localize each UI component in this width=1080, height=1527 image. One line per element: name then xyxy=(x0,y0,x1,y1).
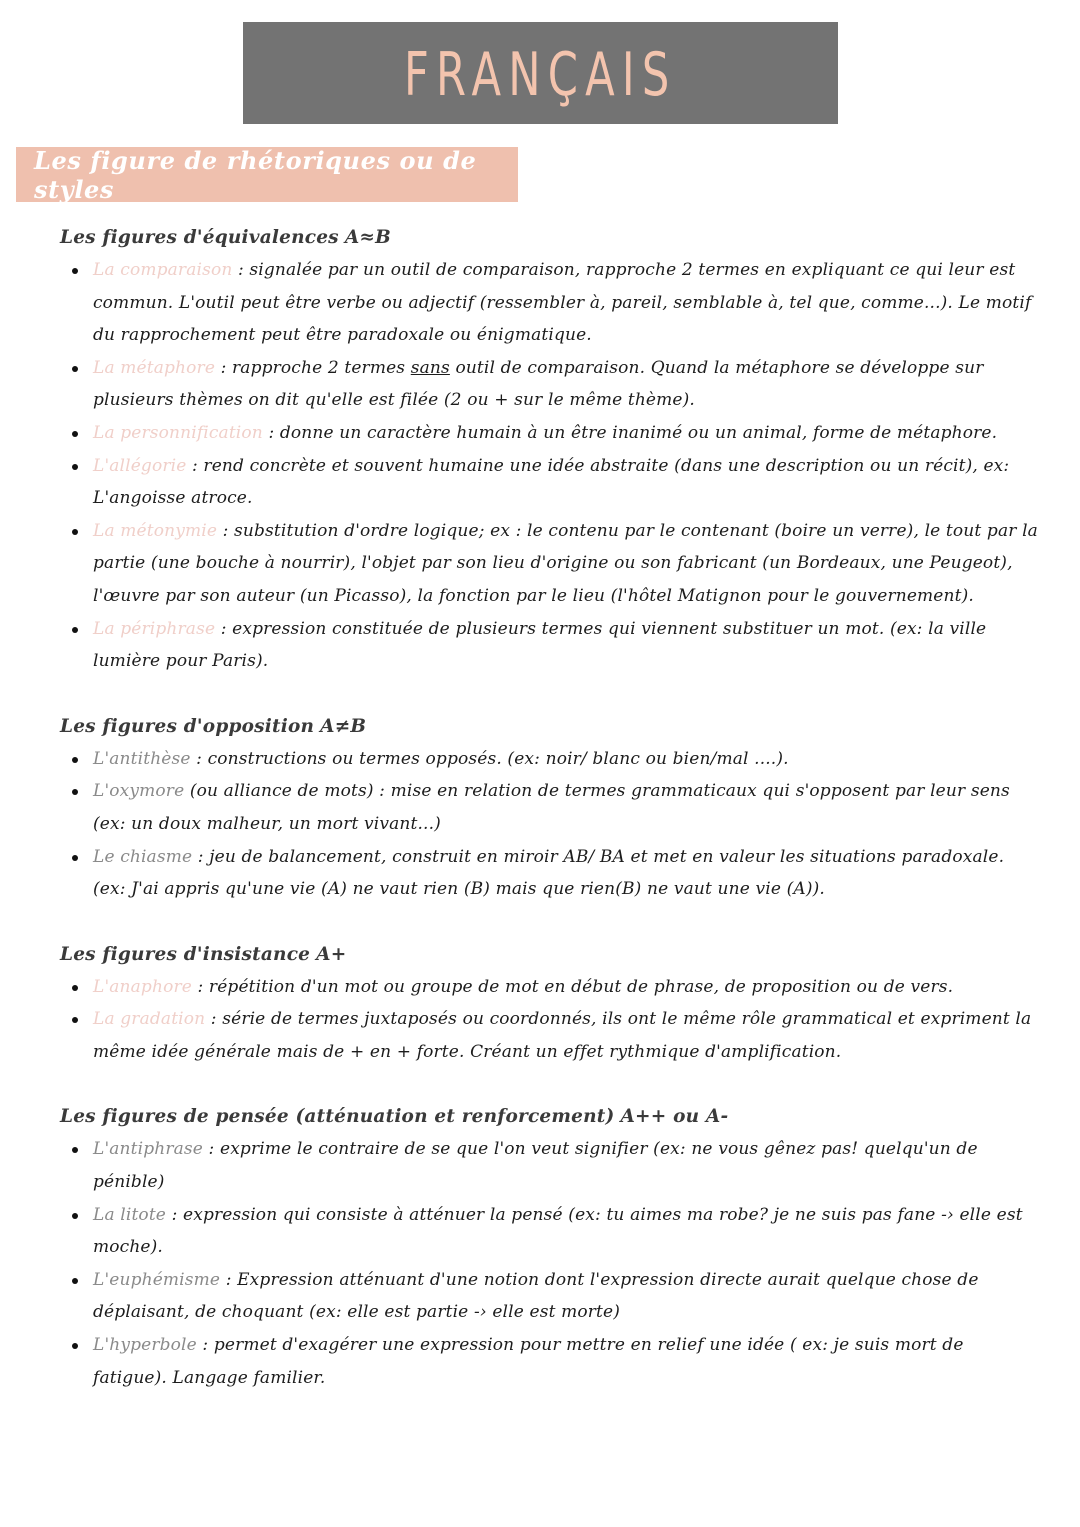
list-item xyxy=(60,254,1040,352)
group-heading-text: Les figures de pensée (atténuation et renforcement) xyxy=(60,1106,615,1128)
group-heading xyxy=(60,711,1040,743)
figure-definition: (ou alliance de mots) : mise en relation de termes grammaticaux qui s'opposent par leur sens (ex: un doux malheur, un mort vivant...) xyxy=(93,781,1010,834)
section-banner xyxy=(16,147,518,202)
group-heading-text: Les figures d'insistance xyxy=(60,943,311,965)
figure-term: La métaphore xyxy=(93,357,216,378)
bullet-icon xyxy=(72,1343,78,1349)
figure-definition: outil de comparaison. Quand la métaphore se développe sur plusieurs thèmes on dit qu'elle est filée (2 ou + sur le même thème). xyxy=(93,357,984,411)
list-item xyxy=(60,841,1040,906)
figure-list xyxy=(60,254,1040,678)
group-opposition xyxy=(60,711,1040,906)
figure-term: La métonymie xyxy=(93,520,218,541)
figure-term: La gradation xyxy=(93,1009,206,1030)
list-item xyxy=(60,417,1040,450)
list-item xyxy=(60,775,1040,840)
underlined-word: sans xyxy=(410,357,450,378)
bullet-icon xyxy=(72,366,78,372)
bullet-icon xyxy=(72,1147,78,1153)
figure-term: La périphrase xyxy=(93,618,216,639)
figure-definition: : donne un caractère humain à un être inanimé ou un animal, forme de métaphore. xyxy=(262,422,998,443)
list-item xyxy=(60,1133,1040,1198)
figure-definition: : série de termes juxtaposés ou coordonnés, ils ont le même rôle grammatical et expriment la même idée générale mais de + en + forte. Créant un effet rythmique d'amplification. xyxy=(93,1009,1032,1062)
group-equivalences xyxy=(60,222,1040,678)
figure-term: Le chiasme xyxy=(93,846,193,867)
figure-term: L'allégorie xyxy=(93,455,187,476)
figure-definition: : expression qui consiste à atténuer la pensé (ex: tu aimes ma robe? je ne suis pas fane -› elle est moche). xyxy=(93,1204,1023,1258)
figure-definition: : constructions ou termes opposés. (ex: noir/ blanc ou bien/mal ....). xyxy=(190,748,789,769)
bullet-icon xyxy=(72,529,78,535)
figure-definition: : signalée par un outil de comparaison, rapproche 2 termes en expliquant ce qui leur est commun. L'outil peut être verbe ou adjectif (ressembler à, pareil, semblable à, tel que, comme...). Le motif du rapprochement peut être paradoxale ou énigmatique. xyxy=(93,260,1032,346)
figure-term: L'antiphrase xyxy=(93,1139,203,1160)
list-item xyxy=(60,450,1040,515)
figure-definition: : répétition d'un mot ou groupe de mot en début de phrase, de proposition ou de vers. xyxy=(191,976,954,997)
spacer xyxy=(60,906,1040,939)
list-item xyxy=(60,1003,1040,1068)
figure-list xyxy=(60,1133,1040,1394)
bullet-icon xyxy=(72,985,78,991)
section-title: Les figure de rhétoriques ou de styles xyxy=(34,145,477,204)
list-item xyxy=(60,743,1040,776)
list-item xyxy=(60,352,1040,417)
list-item xyxy=(60,1264,1040,1329)
figure-term: L'hyperbole xyxy=(93,1335,197,1356)
figure-definition: : rend concrète et souvent humaine une idée abstraite (dans une description ou un récit), ex: L'angoisse atroce. xyxy=(93,455,1010,509)
group-heading-text: Les figures d'équivalences xyxy=(60,227,339,248)
bullet-icon xyxy=(72,1213,78,1219)
figure-definition-start: : rapproche 2 termes xyxy=(215,357,411,378)
figure-term: L'antithèse xyxy=(93,748,191,769)
group-symbol: A≈B xyxy=(344,227,391,248)
group-pensee xyxy=(60,1101,1040,1394)
list-item xyxy=(60,515,1040,613)
bullet-icon xyxy=(72,627,78,633)
figure-term: La comparaison xyxy=(93,260,233,280)
spacer xyxy=(60,678,1040,711)
group-symbol: A≠B xyxy=(320,715,367,737)
bullet-icon xyxy=(72,757,78,763)
spacer xyxy=(60,1068,1040,1101)
figure-definition: : Expression atténuant d'une notion dont l'expression directe aurait quelque chose de déplaisant, de choquant (ex: elle est partie -› elle est morte) xyxy=(93,1269,979,1323)
figure-term: La personnification xyxy=(93,422,263,443)
bullet-icon xyxy=(72,431,78,437)
bullet-icon xyxy=(72,1017,78,1023)
list-item xyxy=(60,613,1040,678)
bullet-icon xyxy=(72,1278,78,1284)
figure-list xyxy=(60,971,1040,1069)
group-insistance xyxy=(60,939,1040,1069)
figure-term: L'anaphore xyxy=(93,976,192,997)
group-symbol: A++ ou A- xyxy=(620,1106,729,1128)
figure-definition: : substitution d'ordre logique; ex : le contenu par le contenant (boire un verre), le tout par la partie (une bouche à nourrir), l'objet par son lieu d'origine ou son fabricant (un Bordeaux, une Peugeot), l'œuvre par son auteur (un Picasso), la fonction par le lieu (l'hôtel Matignon pour le gouvernement). xyxy=(93,520,1038,606)
list-item xyxy=(60,1199,1040,1264)
bullet-icon xyxy=(72,464,78,470)
figure-term: L'oxymore xyxy=(93,781,185,802)
group-heading-text: Les figures d'opposition xyxy=(60,715,315,737)
notes-content xyxy=(60,222,1040,1394)
figure-term: La litote xyxy=(93,1204,167,1225)
group-heading xyxy=(60,1101,1040,1133)
figure-definition: : expression constituée de plusieurs termes qui viennent substituer un mot. (ex: la ville lumière pour Paris). xyxy=(93,618,987,672)
figure-list xyxy=(60,743,1040,906)
group-heading xyxy=(60,939,1040,971)
group-symbol: A+ xyxy=(316,943,347,965)
list-item xyxy=(60,1329,1040,1394)
figure-definition: : permet d'exagérer une expression pour mettre en relief une idée ( ex: je suis mort de fatigue). Langage familier. xyxy=(93,1335,964,1388)
figure-term: L'euphémisme xyxy=(93,1269,221,1290)
figure-definition: : jeu de balancement, construit en miroir AB/ BA et met en valeur les situations paradoxale. (ex: J'ai appris qu'une vie (A) ne vaut rien (B) mais que rien(B) ne vaut une vie (A)). xyxy=(93,846,1005,900)
bullet-icon xyxy=(72,855,78,861)
bullet-icon xyxy=(72,268,78,274)
figure-definition: : exprime le contraire de se que l'on veut signifier (ex: ne vous gênez pas! quelqu'un de pénible) xyxy=(93,1139,978,1193)
bullet-icon xyxy=(72,789,78,795)
list-item xyxy=(60,971,1040,1004)
group-heading xyxy=(60,222,1040,254)
page-title: FRANÇAIS xyxy=(404,40,677,110)
title-banner xyxy=(243,22,838,124)
